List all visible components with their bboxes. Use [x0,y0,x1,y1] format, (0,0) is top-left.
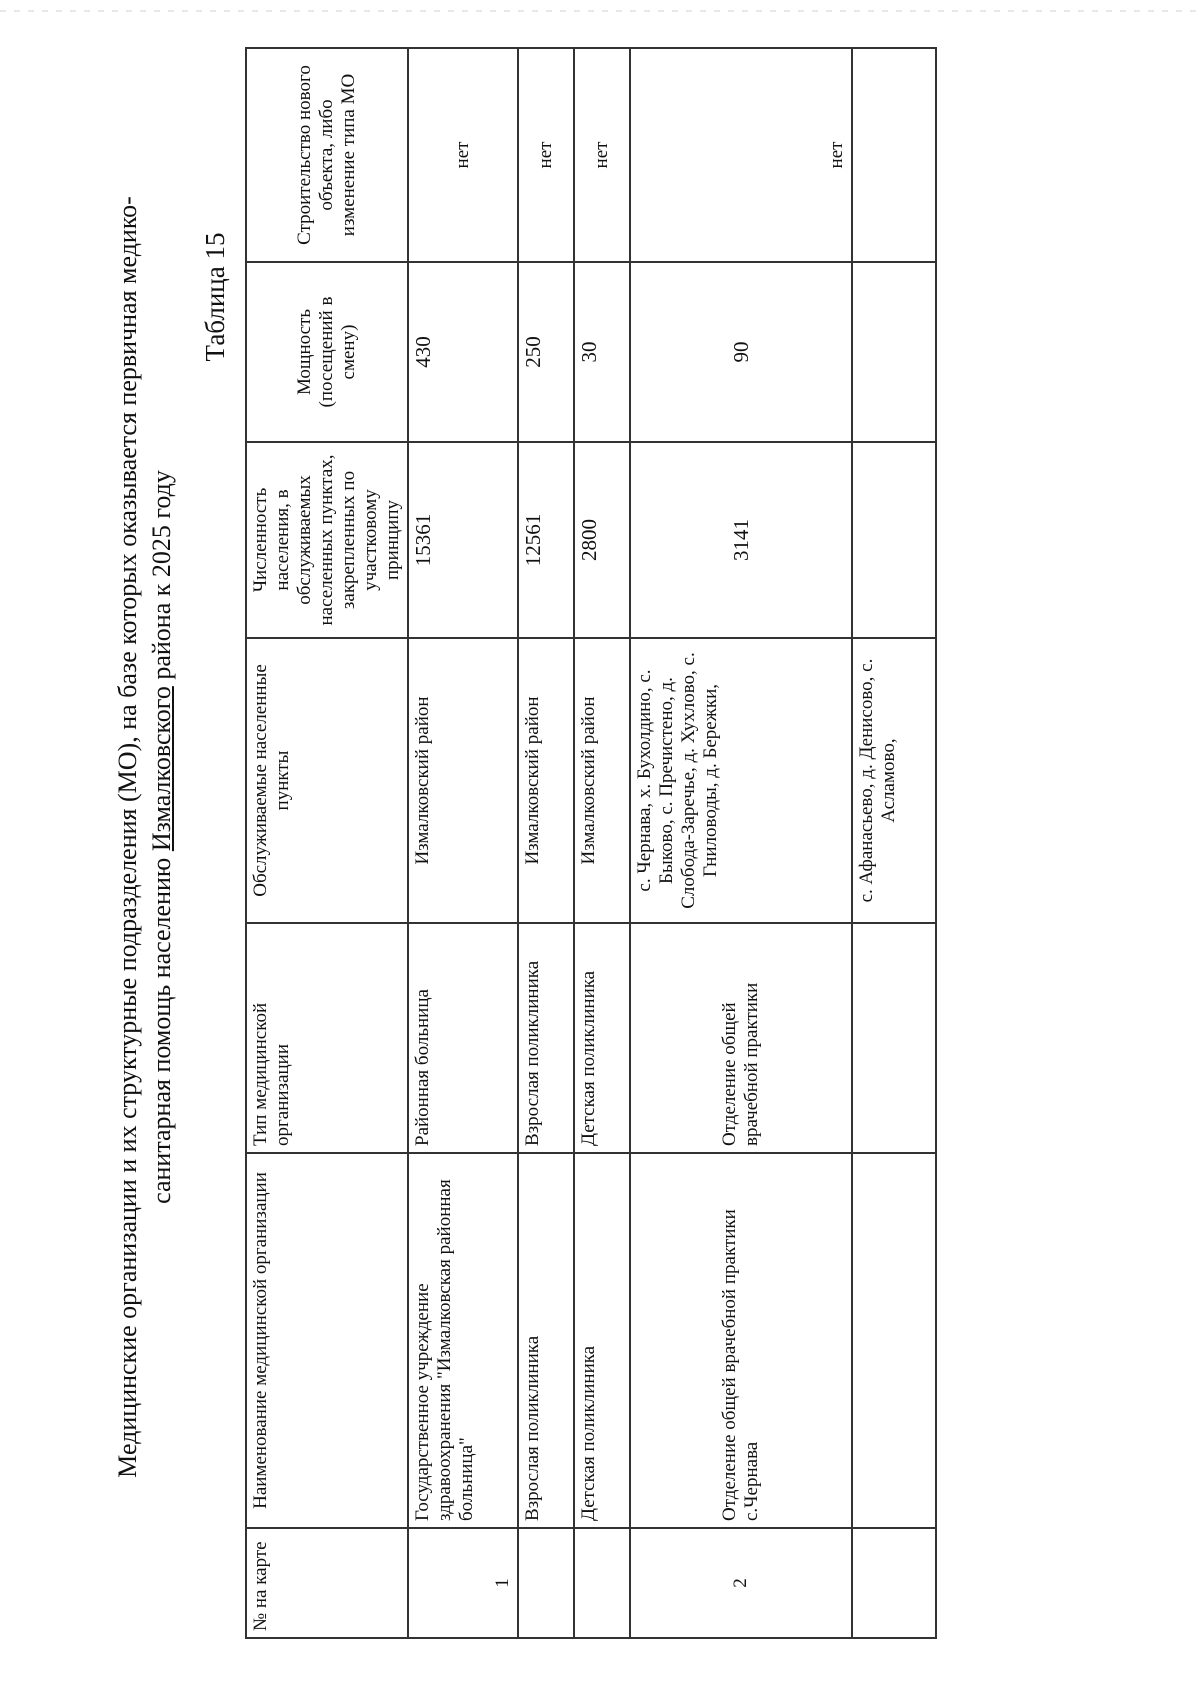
population-cell [852,442,936,638]
capacity-cell: 250 [518,262,574,442]
header-org-type: Тип медицинской организации [246,923,408,1153]
org-type-cell: Детская поликлиника [574,923,630,1153]
row-number [852,1528,936,1638]
table-label: Таблица 15 [200,232,230,362]
org-type-cell [852,923,936,1153]
heading-part-a: санитарная помощь населению [147,851,176,1204]
construction-cell: нет [408,48,518,262]
row-number [574,1528,630,1638]
row-number [518,1528,574,1638]
table-row [518,48,574,1638]
table-row [852,48,936,1638]
org-name-cell: Государственное учреждение здравоохранения "Измалковская районная больница" [408,1153,518,1528]
header-population: Численность населения, в обслуживаемых населенных пунктах, закрепленных по участковому принципу [246,442,408,638]
capacity-cell: 30 [574,262,630,442]
table-row [408,48,518,1638]
district-name-underlined: Измалковского [147,686,176,852]
table-row [630,48,852,1638]
population-cell: 15361 [408,442,518,638]
org-type-cell: Отделение общей врачебной практики [630,923,852,1153]
org-type-cell: Районная больница [408,923,518,1153]
capacity-cell [852,262,936,442]
medical-organizations-table [245,47,937,1639]
org-name-cell [852,1153,936,1528]
heading-part-b: района к 2025 году [147,470,176,687]
org-name-cell: Взрослая поликлиника [518,1153,574,1528]
header-settlements: Обслуживаемые населенные пункты [246,638,408,923]
document-heading-line-1: Медицинские организации и их структурные подразделения (МО), на базе которых оказывается первичная медико- [113,196,142,1478]
construction-cell: нет [574,48,630,262]
header-construction: Строительство нового объекта, либо изменение типа МО [246,48,408,262]
header-map-number: № на карте [246,1528,408,1638]
settlements-cell: Измалковский район [408,638,518,923]
org-name-cell: Детская поликлиника [574,1153,630,1528]
construction-cell [852,48,936,262]
settlements-cell: Измалковский район [574,638,630,923]
row-number: 1 [408,1528,518,1638]
capacity-cell: 430 [408,262,518,442]
settlements-cell: Измалковский район [518,638,574,923]
document-heading-line-2 [146,97,178,1577]
table-header-row [246,48,408,1638]
population-cell: 3141 [630,442,852,638]
table-row [574,48,630,1638]
settlements-cell: с. Афанасьево, д. Денисово, с. Асламово, [852,638,936,923]
org-type-cell: Взрослая поликлиника [518,923,574,1153]
settlements-cell: с. Чернава, х. Бухолдино, с. Быково, с. Пречистено, д. Слобода-Заречье, д. Хухлово, с. Гниловоды, д. Бережки, [630,638,852,923]
population-cell: 12561 [518,442,574,638]
header-org-name: Наименование медицинской организации [246,1153,408,1528]
header-capacity: Мощность (посещений в смену) [246,262,408,442]
capacity-cell: 90 [630,262,852,442]
construction-cell: нет [518,48,574,262]
population-cell: 2800 [574,442,630,638]
construction-cell: нет [630,48,852,262]
row-number: 2 [630,1528,852,1638]
org-name-cell: Отделение общей врачебной практики с.Чернава [630,1153,852,1528]
